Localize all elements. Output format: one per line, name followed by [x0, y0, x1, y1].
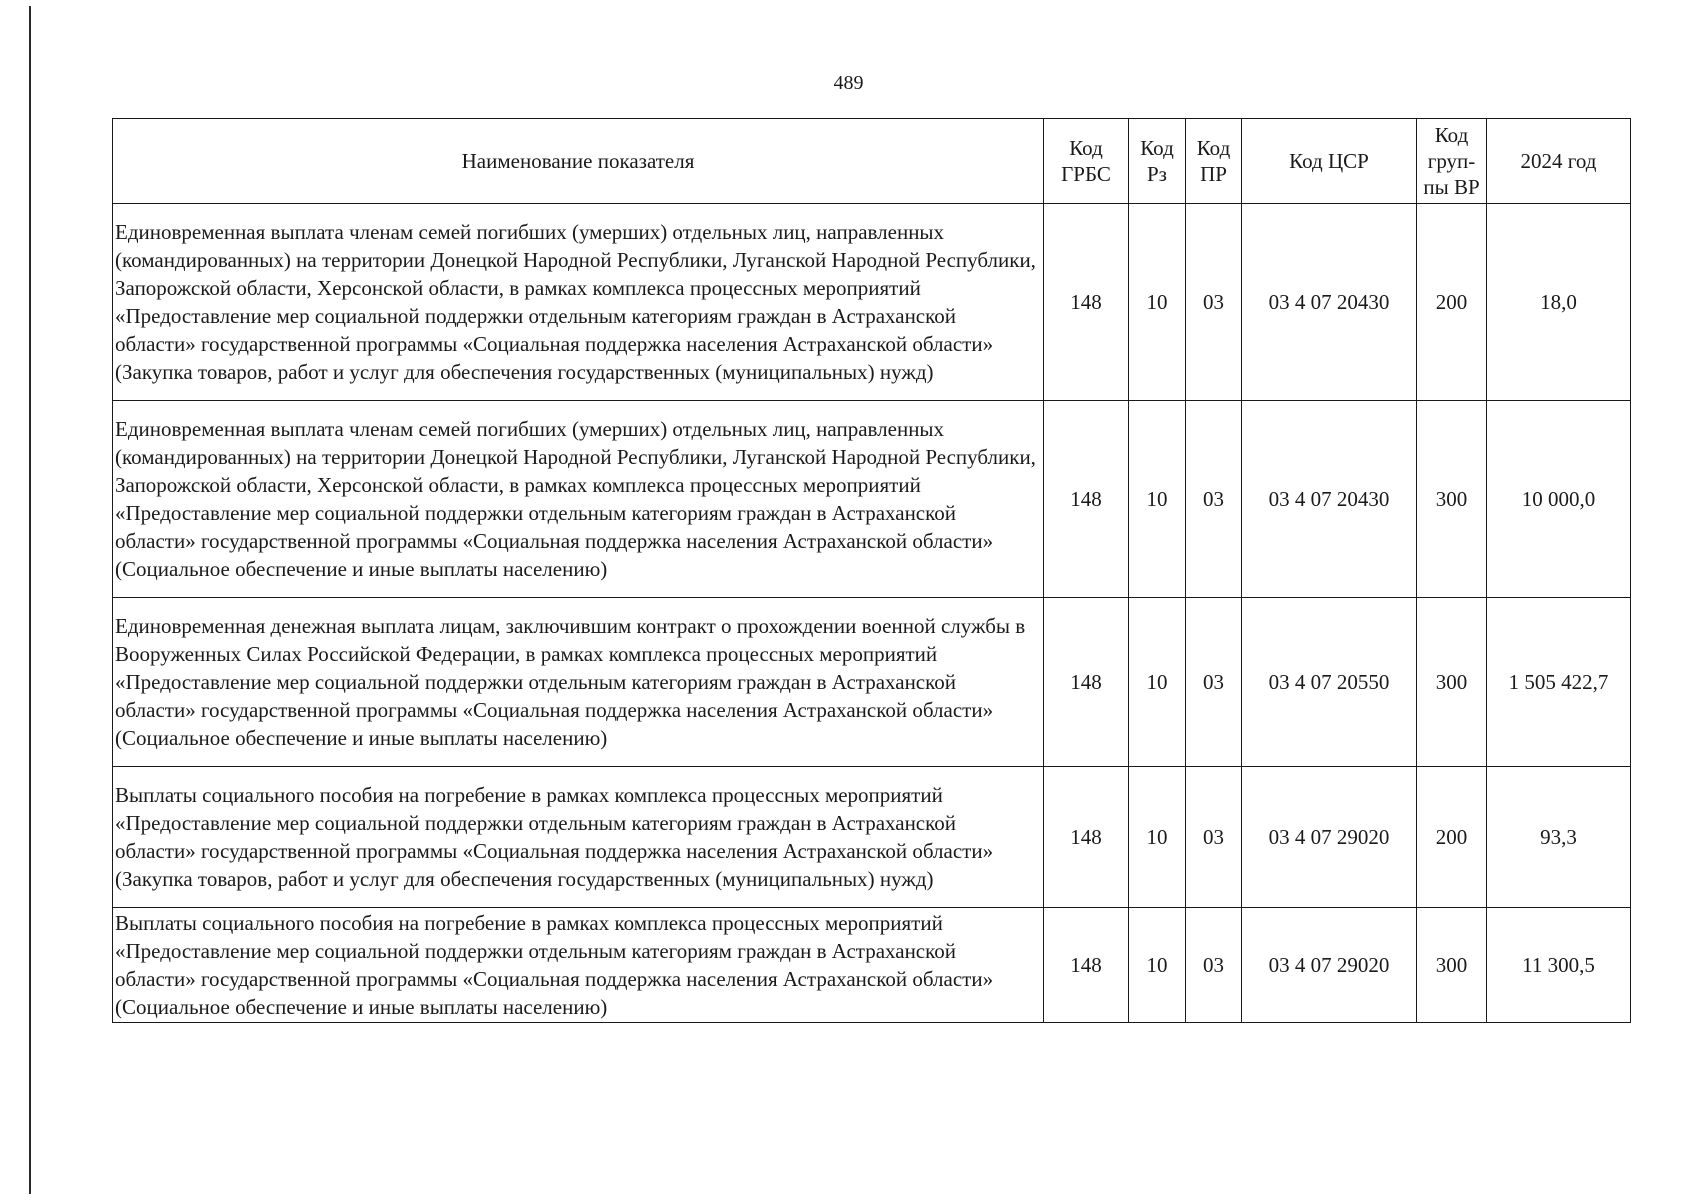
row-rz-cell: 10	[1129, 598, 1186, 767]
row-name-cell: Единовременная выплата членам семей погибших (умерших) отдельных лиц, направленных (командированных) на территории Донецкой Народной Республики, Луганской Народной Республики, Запорожской области, Херсонской области, в рамках комплекса процессных мероприятий «Предоставление мер социальной поддержки отдельным категориям граждан в Астраханской области» государственной программы «Социальная поддержка населения Астраханской области» (Социальное обеспечение и иные выплаты населению)	[113, 401, 1044, 598]
row-pr-cell: 03	[1186, 767, 1242, 908]
row-amount-cell: 1 505 422,7	[1487, 598, 1631, 767]
row-name-cell: Выплаты социального пособия на погребение в рамках комплекса процессных мероприятий «Предоставление мер социальной поддержки отдельным категориям граждан в Астраханской области» государственной программы «Социальная поддержка населения Астраханской области» (Закупка товаров, работ и услуг для обеспечения государственных (муниципальных) нужд)	[113, 767, 1044, 908]
row-amount-cell: 11 300,5	[1487, 908, 1631, 1023]
row-pr-cell: 03	[1186, 598, 1242, 767]
row-name-cell: Единовременная выплата членам семей погибших (умерших) отдельных лиц, направленных (командированных) на территории Донецкой Народной Республики, Луганской Народной Республики, Запорожской области, Херсонской области, в рамках комплекса процессных мероприятий «Предоставление мер социальной поддержки отдельным категориям граждан в Астраханской области» государственной программы «Социальная поддержка населения Астраханской области» (Закупка товаров, работ и услуг для обеспечения государственных (муниципальных) нужд)	[113, 204, 1044, 401]
header-year: 2024 год	[1487, 119, 1631, 204]
row-amount-cell: 10 000,0	[1487, 401, 1631, 598]
page-number: 489	[833, 72, 864, 94]
row-amount-cell: 18,0	[1487, 204, 1631, 401]
row-rz-cell: 10	[1129, 401, 1186, 598]
row-name-cell: Единовременная денежная выплата лицам, заключившим контракт о прохождении военной службы в Вооруженных Силах Российской Федерации, в рамках комплекса процессных мероприятий «Предоставление мер социальной поддержки отдельным категориям граждан в Астраханской области» государственной программы «Социальная поддержка населения Астраханской области» (Социальное обеспечение и иные выплаты населению)	[113, 598, 1044, 767]
row-csr-cell: 03 4 07 29020	[1242, 767, 1417, 908]
row-pr-cell: 03	[1186, 908, 1242, 1023]
row-rz-cell: 10	[1129, 767, 1186, 908]
row-vr-cell: 300	[1417, 598, 1487, 767]
row-pr-cell: 03	[1186, 401, 1242, 598]
header-rz: Код Рз	[1129, 119, 1186, 204]
header-name: Наименование показателя	[113, 119, 1044, 204]
row-pr-cell: 03	[1186, 204, 1242, 401]
row-name-cell: Выплаты социального пособия на погребение в рамках комплекса процессных мероприятий «Предоставление мер социальной поддержки отдельным категориям граждан в Астраханской области» государственной программы «Социальная поддержка населения Астраханской области» (Социальное обеспечение и иные выплаты населению)	[113, 908, 1044, 1023]
header-pr: Код ПР	[1186, 119, 1242, 204]
table-row	[113, 204, 1631, 401]
row-csr-cell: 03 4 07 20430	[1242, 204, 1417, 401]
row-amount-cell: 93,3	[1487, 767, 1631, 908]
header-csr: Код ЦСР	[1242, 119, 1417, 204]
row-vr-cell: 300	[1417, 908, 1487, 1023]
row-grbs-cell: 148	[1044, 767, 1129, 908]
row-vr-cell: 200	[1417, 204, 1487, 401]
table-row	[113, 401, 1631, 598]
binding-margin-line	[29, 6, 31, 1194]
budget-table	[112, 118, 1631, 1023]
row-grbs-cell: 148	[1044, 204, 1129, 401]
row-grbs-cell: 148	[1044, 908, 1129, 1023]
row-vr-cell: 200	[1417, 767, 1487, 908]
row-rz-cell: 10	[1129, 204, 1186, 401]
row-rz-cell: 10	[1129, 908, 1186, 1023]
table-row	[113, 598, 1631, 767]
row-grbs-cell: 148	[1044, 598, 1129, 767]
table-row	[113, 767, 1631, 908]
row-csr-cell: 03 4 07 20430	[1242, 401, 1417, 598]
row-csr-cell: 03 4 07 29020	[1242, 908, 1417, 1023]
row-vr-cell: 300	[1417, 401, 1487, 598]
header-grbs: Код ГРБС	[1044, 119, 1129, 204]
row-csr-cell: 03 4 07 20550	[1242, 598, 1417, 767]
row-grbs-cell: 148	[1044, 401, 1129, 598]
table-header-row	[113, 119, 1631, 204]
table-row	[113, 908, 1631, 1023]
header-vr: Код груп-пы ВР	[1417, 119, 1487, 204]
